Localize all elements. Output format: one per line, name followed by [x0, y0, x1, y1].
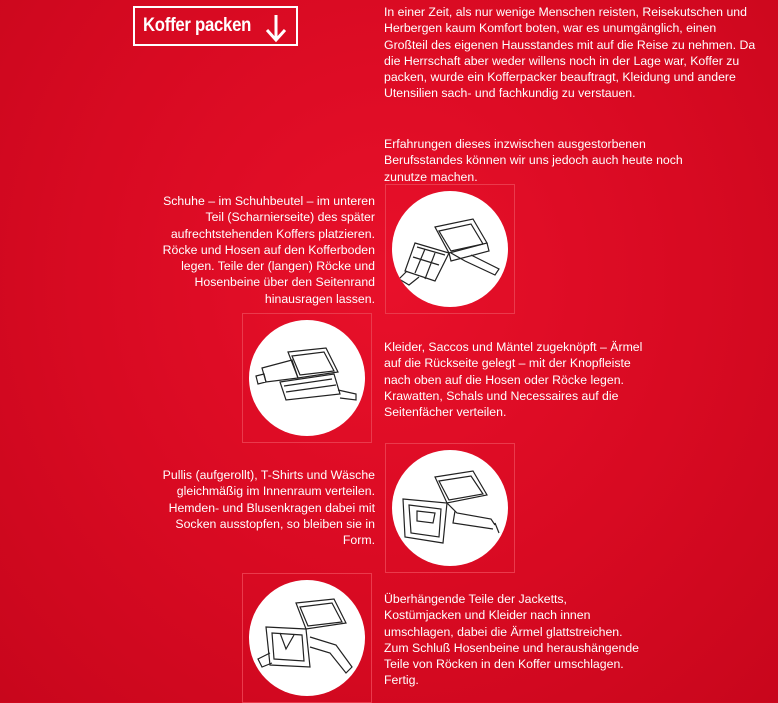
- intro-paragraph-1: In einer Zeit, als nur wenige Menschen reisten, Reisekutschen und Herbergen kaum Komfort boten, war es unumgänglich, einen Großteil des eigenen Hausstandes mit auf die Reise zu nehmen. Da die Herrschaft aber weder willens noch in der Lage war, Koffer zu packen, wurde ein Kofferpacker beauftragt, Kleidung und andere Utensilien sach- und fachkundig zu verstauen.: [384, 5, 756, 101]
- suitcase-folded-illustration: [252, 593, 362, 683]
- step-2-circle: [249, 320, 365, 436]
- step-3-text: Pullis (aufgerollt), T-Shirts und Wäsche gleichmäßig im Innenraum verteilen. Hemden- und Blusenkragen dabei mit Socken ausstopfen, so bleiben sie in Form.: [162, 468, 375, 548]
- page-title: Koffer packen: [143, 15, 252, 36]
- step-1-text: Schuhe – im Schuhbeutel – im unteren Teil (Scharnierseite) des später aufrechtstehenden Koffers platzieren. Röcke und Hosen auf den Kofferboden legen. Teile der (langen) Röcke und Hosenbeine über den Seitenrand hinausragen lassen.: [162, 194, 375, 306]
- step-4-tile: [242, 573, 372, 703]
- step-1-circle: [392, 191, 508, 307]
- step-3-tile: [385, 443, 515, 573]
- step-4-circle: [249, 580, 365, 696]
- step-2-tile: [242, 313, 372, 443]
- step-3-circle: [392, 450, 508, 566]
- suitcase-trousers-illustration: [395, 209, 505, 289]
- step-4-text: Überhängende Teile der Jacketts, Kostümjacken und Kleider nach innen umschlagen, dabei die Ärmel glattstreichen. Zum Schluß Hosenbeine und heraushängende Teile von Röcken in den Koffer umschlagen. Fertig.: [384, 592, 639, 688]
- suitcase-shirts-illustration: [395, 463, 505, 553]
- step-1-tile: [385, 184, 515, 314]
- intro-paragraph-2: Erfahrungen dieses inzwischen ausgestorbenen Berufsstandes können wir uns jedoch auch heute noch zunutze machen.: [384, 137, 683, 184]
- title-box: [133, 6, 298, 46]
- arrow-down-icon: [264, 13, 288, 43]
- step-2-text: Kleider, Saccos und Mäntel zugeknöpft – Ärmel auf die Rückseite gelegt – mit der Knopfleiste nach oben auf die Hosen oder Röcke legen. Krawatten, Schals und Necessaires auf die Seitenfächer verteilen.: [384, 340, 643, 420]
- suitcase-jackets-illustration: [252, 338, 362, 418]
